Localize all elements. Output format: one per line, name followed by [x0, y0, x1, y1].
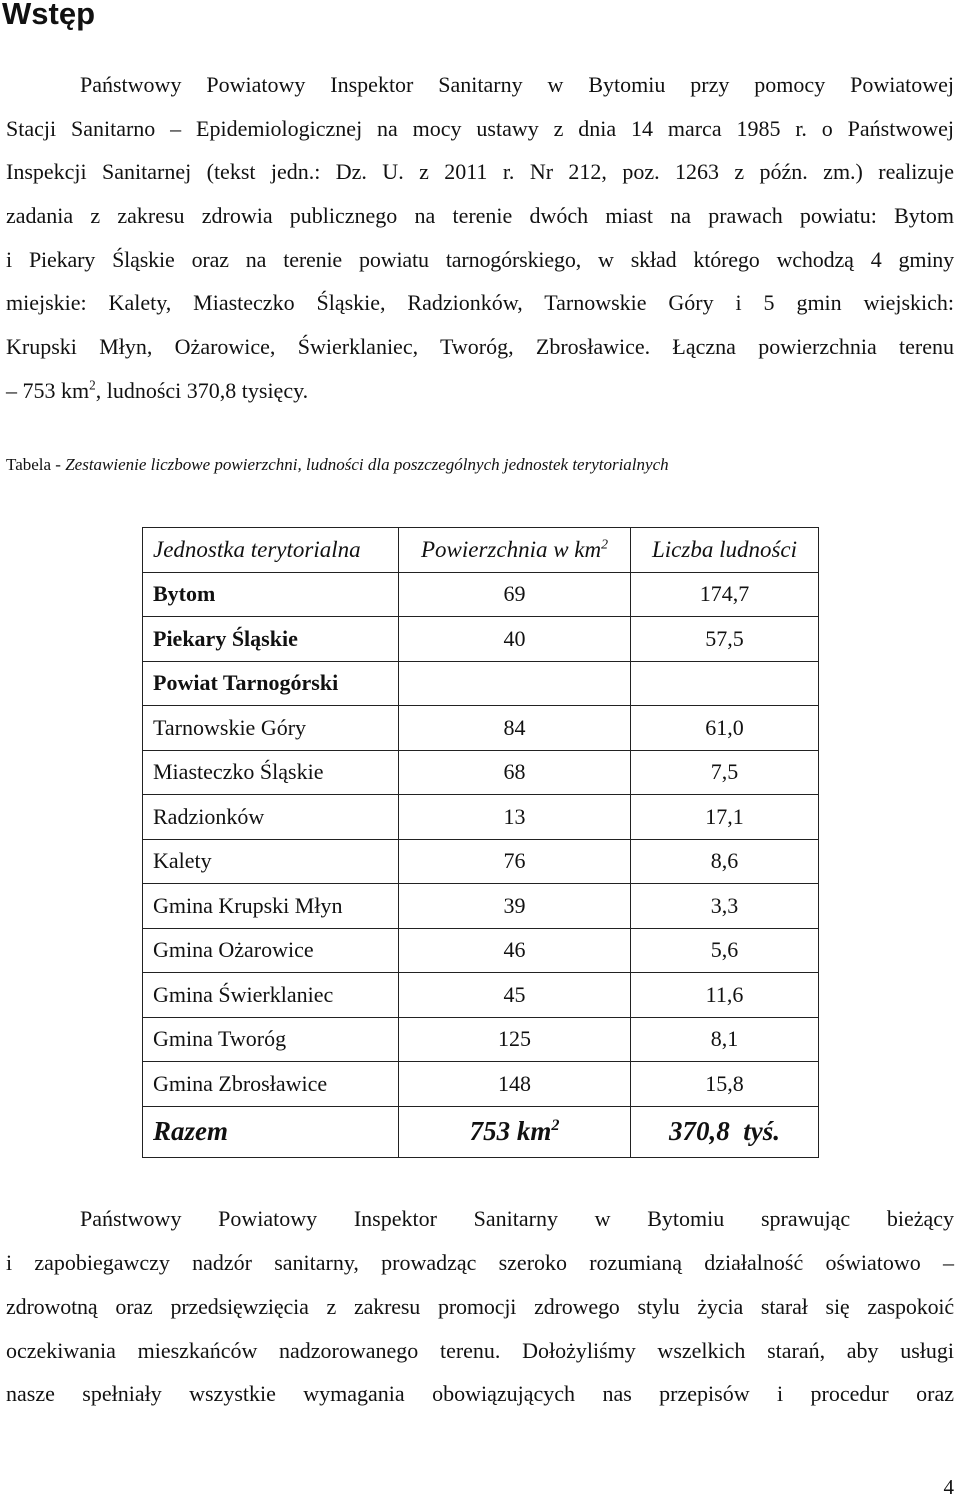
- header-unit: Jednostka terytorialna: [143, 528, 399, 573]
- row-name: Gmina Ożarowice: [143, 928, 399, 973]
- table-header-row: [143, 528, 819, 573]
- row-population: 8,6: [631, 839, 819, 884]
- table-row: [143, 661, 819, 706]
- table-row: [143, 572, 819, 617]
- row-population: 15,8: [631, 1062, 819, 1107]
- table-row: [143, 884, 819, 929]
- total-name: Razem: [143, 1106, 399, 1157]
- section-heading: Wstęp: [2, 0, 95, 31]
- table-row: [143, 928, 819, 973]
- row-area: 68: [399, 750, 631, 795]
- row-population: 3,3: [631, 884, 819, 929]
- row-name: Kalety: [143, 839, 399, 884]
- row-area: 45: [399, 973, 631, 1018]
- paragraph-line: nasze spełniały wszystkie wymagania obowiązujących nas przepisów i procedur oraz: [6, 1381, 954, 1406]
- row-population: 61,0: [631, 706, 819, 751]
- row-name: Piekary Śląskie: [143, 617, 399, 662]
- row-population: 7,5: [631, 750, 819, 795]
- row-area: 76: [399, 839, 631, 884]
- table-row: [143, 706, 819, 751]
- row-population: 5,6: [631, 928, 819, 973]
- paragraph-line: Krupski Młyn, Ożarowice, Świerklaniec, Tworóg, Zbrosławice. Łączna powierzchnia terenu: [6, 334, 954, 359]
- table-row: [143, 750, 819, 795]
- table-total-row: [143, 1106, 819, 1157]
- table-row: [143, 617, 819, 662]
- paragraph-line: Stacji Sanitarno – Epidemiologicznej na mocy ustawy z dnia 14 marca 1985 r. o Państwowej: [6, 116, 954, 141]
- total-population: 370,8 tyś.: [631, 1106, 819, 1157]
- row-area: 125: [399, 1017, 631, 1062]
- paragraph-line: zdrowotną oraz przedsięwzięcia z zakresu promocji zdrowego stylu życia starał się zaspokoić: [6, 1294, 954, 1319]
- paragraph-line: oczekiwania mieszkańców nadzorowanego terenu. Dołożyliśmy wszelkich starań, aby usługi: [6, 1338, 954, 1363]
- row-population: 8,1: [631, 1017, 819, 1062]
- row-name: Gmina Tworóg: [143, 1017, 399, 1062]
- paragraph-line: Inspekcji Sanitarnej (tekst jedn.: Dz. U. z 2011 r. Nr 212, poz. 1263 z późn. zm.) realizuje: [6, 159, 954, 184]
- row-area: 39: [399, 884, 631, 929]
- row-area: 84: [399, 706, 631, 751]
- territory-table: [142, 527, 819, 1158]
- table-row: [143, 973, 819, 1018]
- table-row: [143, 795, 819, 840]
- row-name: Gmina Zbrosławice: [143, 1062, 399, 1107]
- paragraph-last-line: – 753 $km^2$, ludności 370,8 tysięcy.: [6, 377, 309, 403]
- row-name: Bytom: [143, 572, 399, 617]
- total-area: 753 $km^2$: [399, 1106, 631, 1157]
- row-population: 11,6: [631, 973, 819, 1018]
- page-number: 4: [943, 1475, 954, 1499]
- table-row: [143, 1017, 819, 1062]
- paragraph-line: i Piekary Śląskie oraz na terenie powiatu tarnogórskiego, w skład którego wchodzą 4 gminy: [6, 247, 954, 272]
- row-name: Radzionków: [143, 795, 399, 840]
- row-name: Gmina Krupski Młyn: [143, 884, 399, 929]
- row-area: 13: [399, 795, 631, 840]
- paragraph-line: i zapobiegawczy nadzór sanitarny, prowadząc szeroko rozumianą działalność oświatowo –: [6, 1250, 954, 1275]
- row-name: Miasteczko Śląskie: [143, 750, 399, 795]
- paragraph-line: Państwowy Powiatowy Inspektor Sanitarny w Bytomiu przy pomocy Powiatowej: [80, 72, 954, 97]
- table-row: [143, 1062, 819, 1107]
- row-population: 174,7: [631, 572, 819, 617]
- row-area: 46: [399, 928, 631, 973]
- header-population: Liczba ludności: [631, 528, 819, 573]
- row-area: [399, 661, 631, 706]
- table-row: [143, 839, 819, 884]
- row-name: Tarnowskie Góry: [143, 706, 399, 751]
- paragraph-line: Państwowy Powiatowy Inspektor Sanitarny w Bytomiu sprawując bieżący: [80, 1206, 954, 1231]
- paragraph-line: zadania z zakresu zdrowia publicznego na terenie dwóch miast na prawach powiatu: Bytom: [6, 203, 954, 228]
- row-population: [631, 661, 819, 706]
- row-area: 69: [399, 572, 631, 617]
- row-area: 148: [399, 1062, 631, 1107]
- row-population: 57,5: [631, 617, 819, 662]
- header-area: Powierzchnia w $km^2$: [399, 528, 631, 573]
- row-population: 17,1: [631, 795, 819, 840]
- table-caption: Tabela - Zestawienie liczbowe powierzchni, ludności dla poszczególnych jednostek terytorialnych: [6, 455, 669, 474]
- row-name: Gmina Świerklaniec: [143, 973, 399, 1018]
- paragraph-line: miejskie: Kalety, Miasteczko Śląskie, Radzionków, Tarnowskie Góry i 5 gmin wiejskich:: [6, 290, 954, 315]
- row-name: Powiat Tarnogórski: [143, 661, 399, 706]
- row-area: 40: [399, 617, 631, 662]
